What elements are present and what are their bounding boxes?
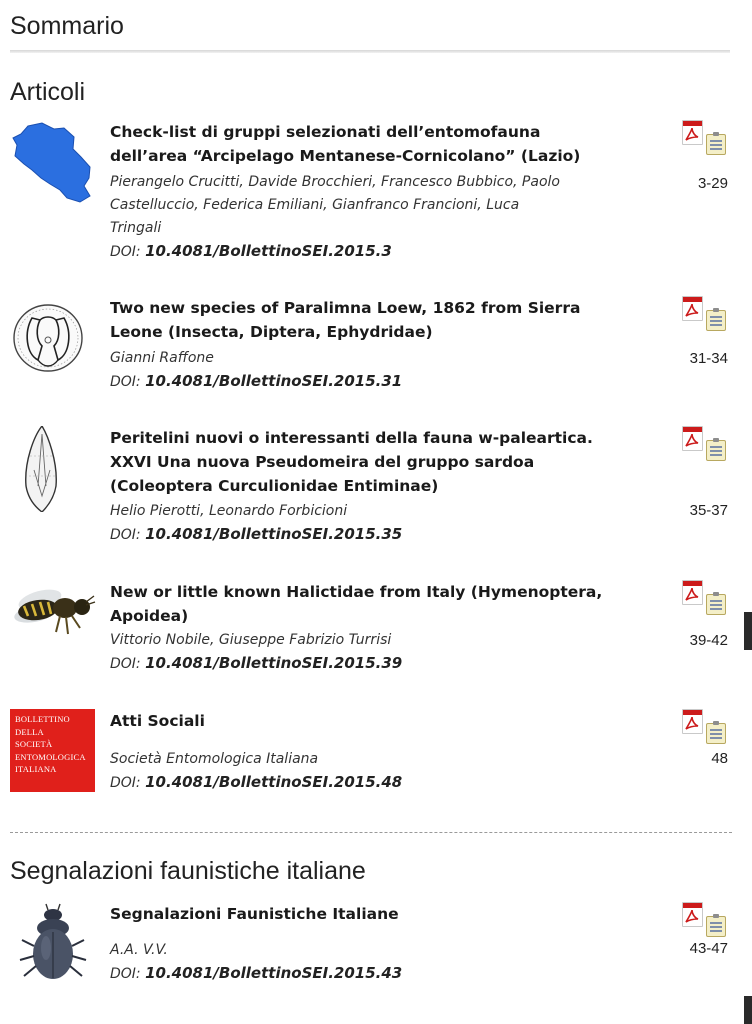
pdf-icon[interactable] [682,580,703,605]
document-icon[interactable] [706,310,726,331]
doi-link[interactable]: 10.4081/BollettinoSEI.2015.43 [145,964,403,982]
doi-link[interactable]: 10.4081/BollettinoSEI.2015.39 [145,654,403,672]
beetle-thumbnail[interactable] [10,902,96,988]
doi-link[interactable]: 10.4081/BollettinoSEI.2015.48 [145,773,403,791]
pdf-icon[interactable] [682,709,703,734]
document-icon[interactable] [706,134,726,155]
article-title-link[interactable]: New or little known Halictidae from Italy (Hymenoptera, Apoidea) [110,583,603,625]
cover-text: BOLLETTINO DELLA SOCIETÀ ENTOMOLOGICA ITALIANA [15,714,86,774]
article-doi: DOI: 10.4081/BollettinoSEI.2015.3 [110,242,392,260]
document-icon[interactable] [706,594,726,615]
doi-link[interactable]: 10.4081/BollettinoSEI.2015.35 [145,525,403,543]
article-doi: DOI: 10.4081/BollettinoSEI.2015.39 [110,654,403,672]
article-icons [682,580,732,620]
section-title-articoli: Articoli [10,78,86,106]
article-title-link[interactable]: Atti Sociali [110,712,205,730]
article-pages: 43-47 [689,940,728,957]
article-doi: DOI: 10.4081/BollettinoSEI.2015.31 [110,372,403,390]
article-authors: Helio Pierotti, Leonardo Forbicioni [110,503,348,519]
article-authors: Vittorio Nobile, Giuseppe Fabrizio Turrisi [110,632,392,648]
pdf-icon[interactable] [682,426,703,451]
article-doi: DOI: 10.4081/BollettinoSEI.2015.48 [110,773,403,791]
page-title: Sommario [10,12,124,40]
article-icons [682,120,732,160]
article-title-link[interactable]: Check-list di gruppi selezionati dell’entomofauna dell’area “Arcipelago Mentanese-Cornicolano” (Lazio) [110,123,581,165]
article-pages: 39-42 [689,632,728,649]
article-icons [682,709,732,749]
bollettino-cover-thumbnail[interactable] [10,709,95,792]
article-pages: 31-34 [689,350,728,367]
article-pages: 35-37 [689,502,728,519]
section-divider [10,832,732,833]
article-icons [682,296,732,336]
document-icon[interactable] [706,440,726,461]
pdf-icon[interactable] [682,120,703,145]
doi-link[interactable]: 10.4081/BollettinoSEI.2015.3 [145,242,392,260]
article-title-link[interactable]: Two new species of Paralimna Loew, 1862 from Sierra Leone (Insecta, Diptera, Ephydridae) [110,299,581,341]
article-icons [682,902,732,942]
article-title-link[interactable]: Segnalazioni Faunistiche Italiane [110,905,399,923]
article-doi: DOI: 10.4081/BollettinoSEI.2015.35 [110,525,403,543]
article-pages: 48 [711,750,728,767]
pdf-icon[interactable] [682,902,703,927]
scroll-marker[interactable] [744,996,752,1024]
article-authors: Gianni Raffone [110,350,214,366]
article-authors: Società Entomologica Italiana [110,751,319,767]
article-authors: Pierangelo Crucitti, Davide Brocchieri, Francesco Bubbico, Paolo Castelluccio, Federica Emiliani, Gianfranco Francioni, Luca Tringali [110,174,560,236]
section-title-segnalazioni: Segnalazioni faunistiche italiane [10,857,366,885]
article-authors: A.A. V.V. [110,942,168,958]
document-icon[interactable] [706,916,726,937]
article-icons [682,426,732,466]
scroll-marker[interactable] [744,612,752,650]
weevil-aedeagus-thumbnail[interactable] [10,426,96,512]
doi-link[interactable]: 10.4081/BollettinoSEI.2015.31 [145,372,403,390]
insect-genitalia-thumbnail[interactable] [10,296,96,382]
pdf-icon[interactable] [682,296,703,321]
halictid-bee-thumbnail[interactable] [10,580,96,666]
document-icon[interactable] [706,723,726,744]
lazio-map-thumbnail[interactable] [10,120,96,206]
title-divider [10,50,730,53]
article-pages: 3-29 [697,175,728,192]
article-title-link[interactable]: Peritelini nuovi o interessanti della fauna w-paleartica. XXVI Una nuova Pseudomeira del gruppo sardoa (Coleoptera Curculionidae Entiminae) [110,429,593,495]
article-doi: DOI: 10.4081/BollettinoSEI.2015.43 [110,964,403,982]
